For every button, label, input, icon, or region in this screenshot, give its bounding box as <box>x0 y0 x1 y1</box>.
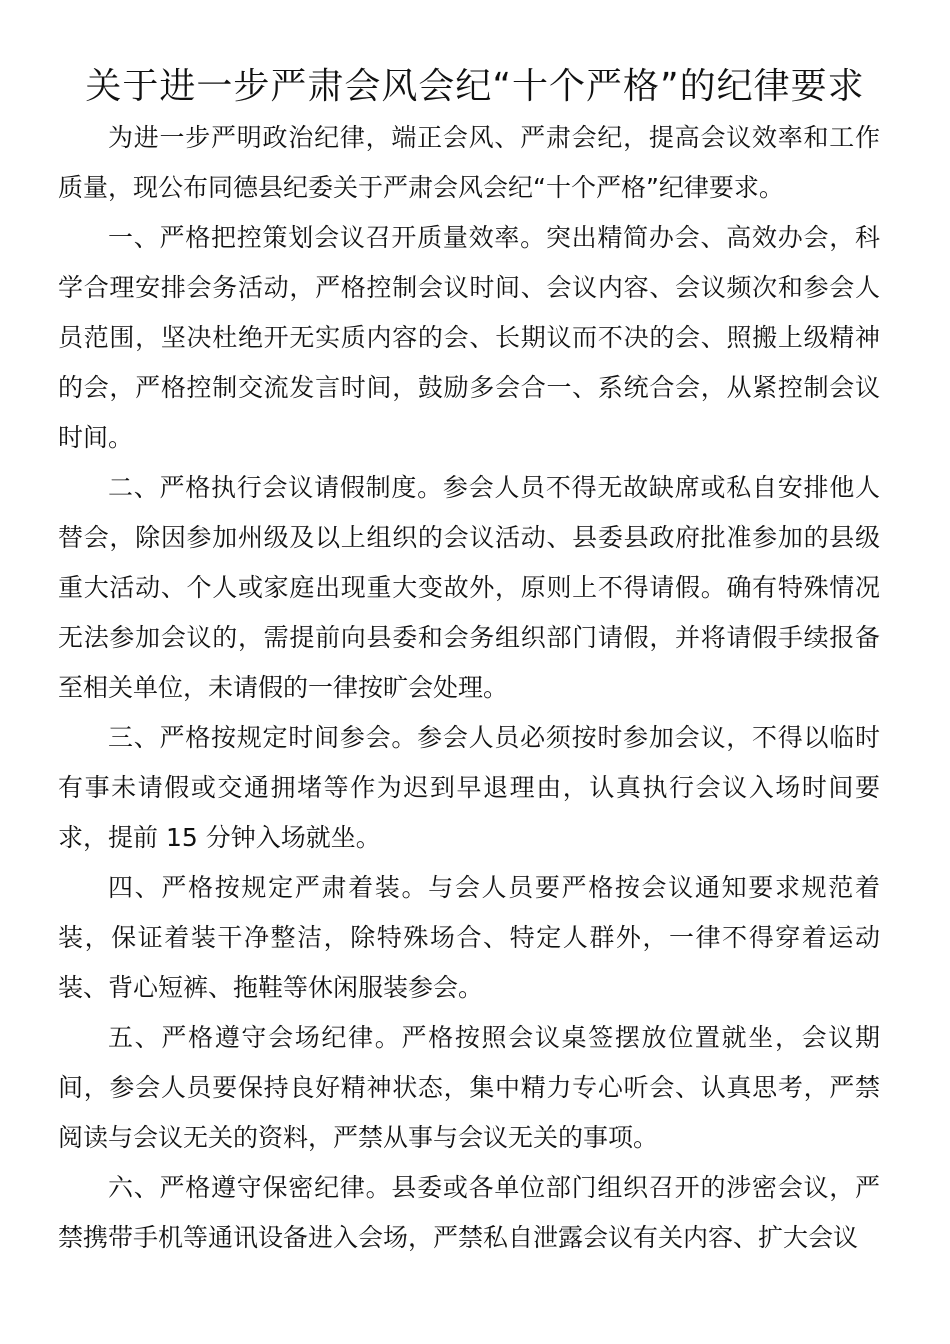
intro-paragraph: 为进一步严明政治纪律，端正会风、严肃会纪，提高会议效率和工作质量，现公布同德县纪委关于严肃会风会纪“十个严格”纪律要求。 <box>58 123 880 202</box>
rule-1-paragraph: 一、严格把控策划会议召开质量效率。突出精简办会、高效办会，科学合理安排会务活动，严格控制会议时间、会议内容、会议频次和参会人员范围，坚决杜绝开无实质内容的会、长期议而不决的会、照搬上级精神的会，严格控制交流发言时间，鼓励多会合一、系统合会，从紧控制会议时间。 <box>58 223 880 452</box>
rule-5-paragraph: 五、严格遵守会场纪律。严格按照会议桌签摆放位置就坐，会议期间，参会人员要保持良好精神状态，集中精力专心听会、认真思考，严禁阅读与会议无关的资料，严禁从事与会议无关的事项。 <box>58 1023 880 1152</box>
document-body <box>58 113 880 1263</box>
rule-6-paragraph: 六、严格遵守保密纪律。县委或各单位部门组织召开的涉密会议，严禁携带手机等通讯设备进入会场，严禁私自泄露会议有关内容、扩大会议 <box>58 1173 880 1252</box>
document-title: 关于进一步严肃会风会纪“十个严格”的纪律要求 <box>85 66 865 107</box>
rule-4-paragraph: 四、严格按规定严肃着装。与会人员要严格按会议通知要求规范着装，保证着装干净整洁，除特殊场合、特定人群外，一律不得穿着运动装、背心短裤、拖鞋等休闲服装参会。 <box>58 873 880 1002</box>
rule-3-paragraph: 三、严格按规定时间参会。参会人员必须按时参加会议，不得以临时有事未请假或交通拥堵等作为迟到早退理由，认真执行会议入场时间要求，提前 15 分钟入场就坐。 <box>58 723 880 852</box>
rule-2-paragraph: 二、严格执行会议请假制度。参会人员不得无故缺席或私自安排他人替会，除因参加州级及以上组织的会议活动、县委县政府批准参加的县级重大活动、个人或家庭出现重大变故外，原则上不得请假。确有特殊情况无法参加会议的，需提前向县委和会务组织部门请假，并将请假手续报备至相关单位，未请假的一律按旷会处理。 <box>58 473 880 702</box>
